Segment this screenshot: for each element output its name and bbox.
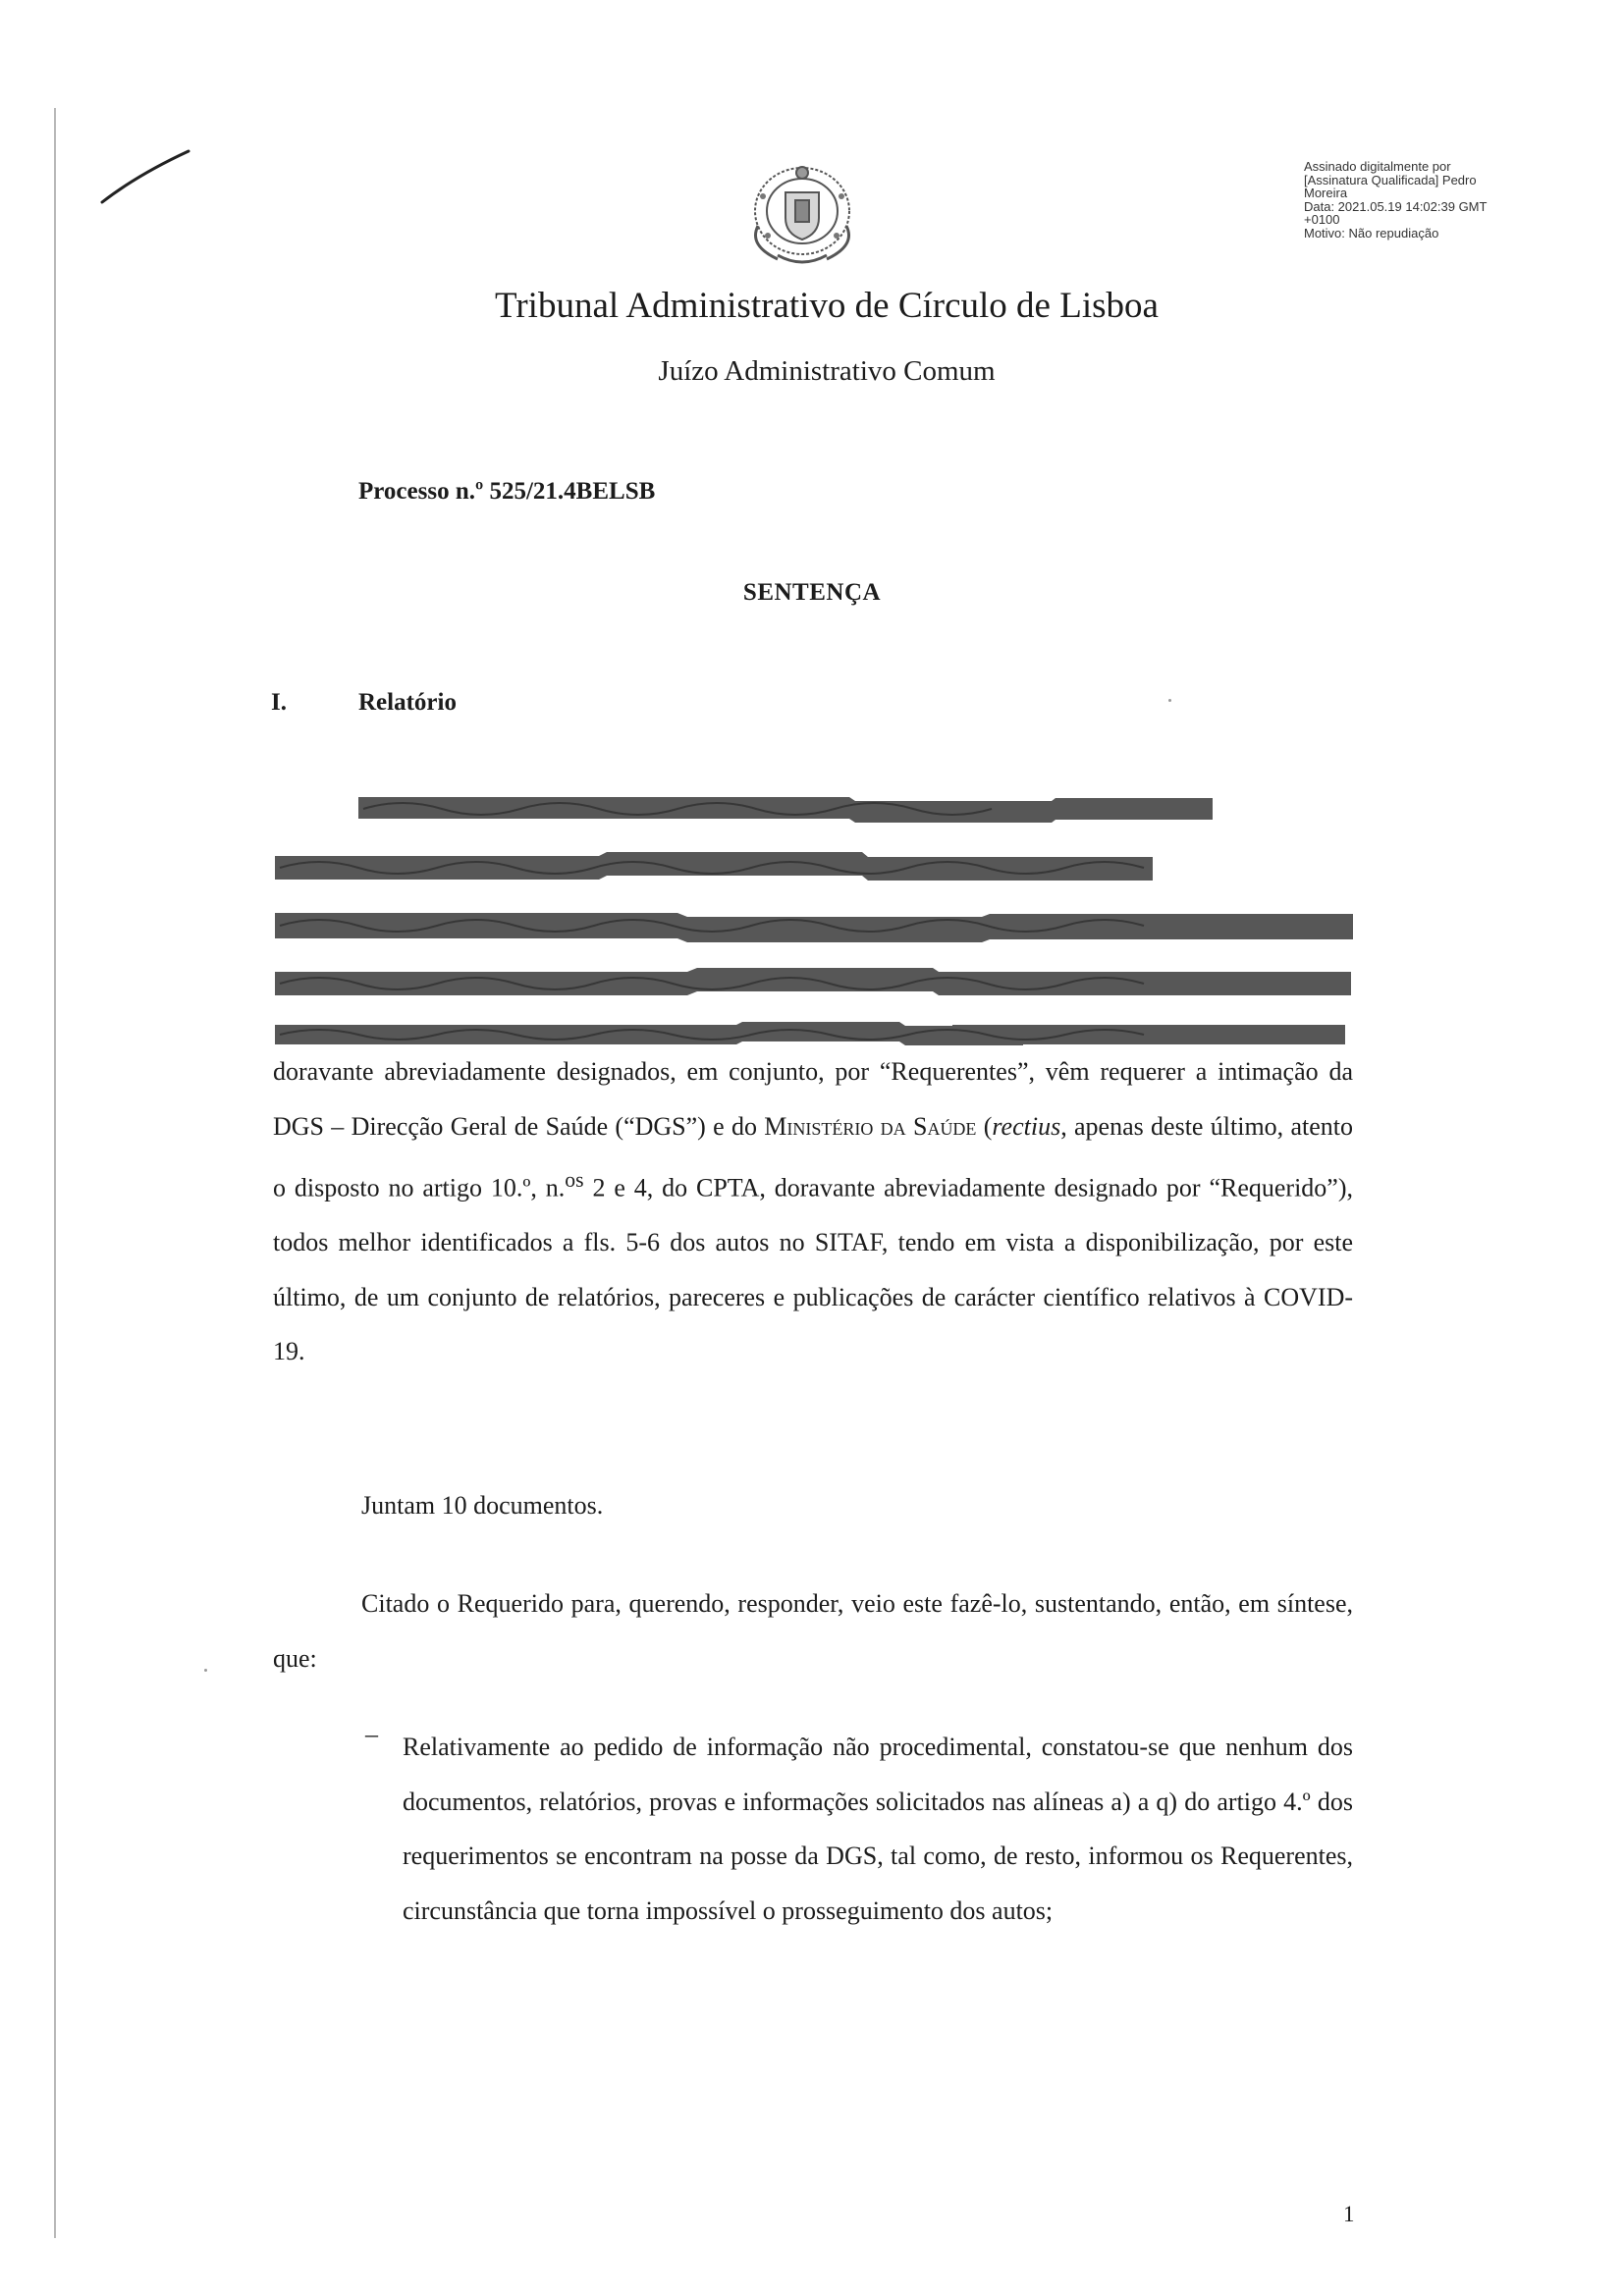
paragraph-text: , apenas deste último, atento o disposto no artigo 10.º, n. [273, 1111, 1353, 1202]
paragraph-text: Juntam 10 documentos. [361, 1491, 604, 1520]
document-type-heading [0, 579, 1624, 607]
paragraph-documents [273, 1478, 1353, 1533]
section-number: I. [271, 689, 287, 716]
pen-stroke-mark [98, 147, 191, 206]
page-number: 1 [1343, 2202, 1355, 2226]
section-title: Relatório [358, 689, 457, 716]
paragraph-text: 2 e 4, do CPTA, doravante abreviadamente designado por “Requerido”), todos melhor identificados a fls. 5-6 dos autos no SITAF, tendo em vista a disponibilização, por este último, de um conjunto de relatórios, pareceres e publicações de carácter científico relativos à COVID-19. [273, 1173, 1353, 1366]
rectius-term: rectius [992, 1111, 1061, 1141]
scan-speck [204, 1669, 207, 1672]
paragraph-text: ( [976, 1111, 993, 1141]
case-number: Processo n.º 525/21.4BELSB [358, 478, 656, 505]
signature-line: +0100 [1304, 212, 1340, 227]
signature-line: Moreira [1304, 186, 1348, 200]
bullet-dash: – [365, 1720, 378, 1748]
paragraph-citado: Citado o Requerido para, querendo, responder, veio este fazê-lo, sustentando, então, em síntese, que: [273, 1589, 1353, 1673]
court-name [0, 285, 1624, 327]
court-name-text: Tribunal Administrativo de Círculo de Lisboa [495, 286, 1159, 326]
bullet-item: Relativamente ao pedido de informação não procedimental, constatou-se que nenhum dos documentos, relatórios, provas e informações solicitados nas alíneas a) a q) do artigo 4.º dos requerimentos se encontram na posse da DGS, tal como, de resto, informou os Requerentes, circunstância que torna impossível o prosseguimento dos autos; [403, 1733, 1353, 1925]
page-edge-line [54, 108, 56, 2238]
court-division [0, 355, 1624, 388]
redacted-names-block [265, 785, 1355, 1045]
paragraph-requerentes [273, 1044, 1353, 1379]
signature-line: Motivo: Não repudiação [1304, 225, 1439, 240]
document-type-text: SENTENÇA [742, 579, 882, 606]
coat-of-arms-emblem [738, 157, 866, 275]
scan-speck [1168, 699, 1171, 702]
signature-line: [Assinatura Qualificada] Pedro [1304, 172, 1477, 187]
digital-signature-block [1304, 160, 1549, 240]
superscript-os: os [565, 1168, 584, 1192]
ministry-name: Ministério da Saúde [764, 1111, 977, 1141]
signature-line: Assinado digitalmente por [1304, 159, 1451, 174]
paragraph-text: doravante abreviadamente designados, em conjunto, por “Requerentes”, vêm requerer a intimação da DGS – Direcção Geral de Saúde (“DGS”) e do [273, 1057, 1353, 1141]
court-division-text: Juízo Administrativo Comum [658, 355, 996, 387]
signature-line: Data: 2021.05.19 14:02:39 GMT [1304, 198, 1488, 214]
